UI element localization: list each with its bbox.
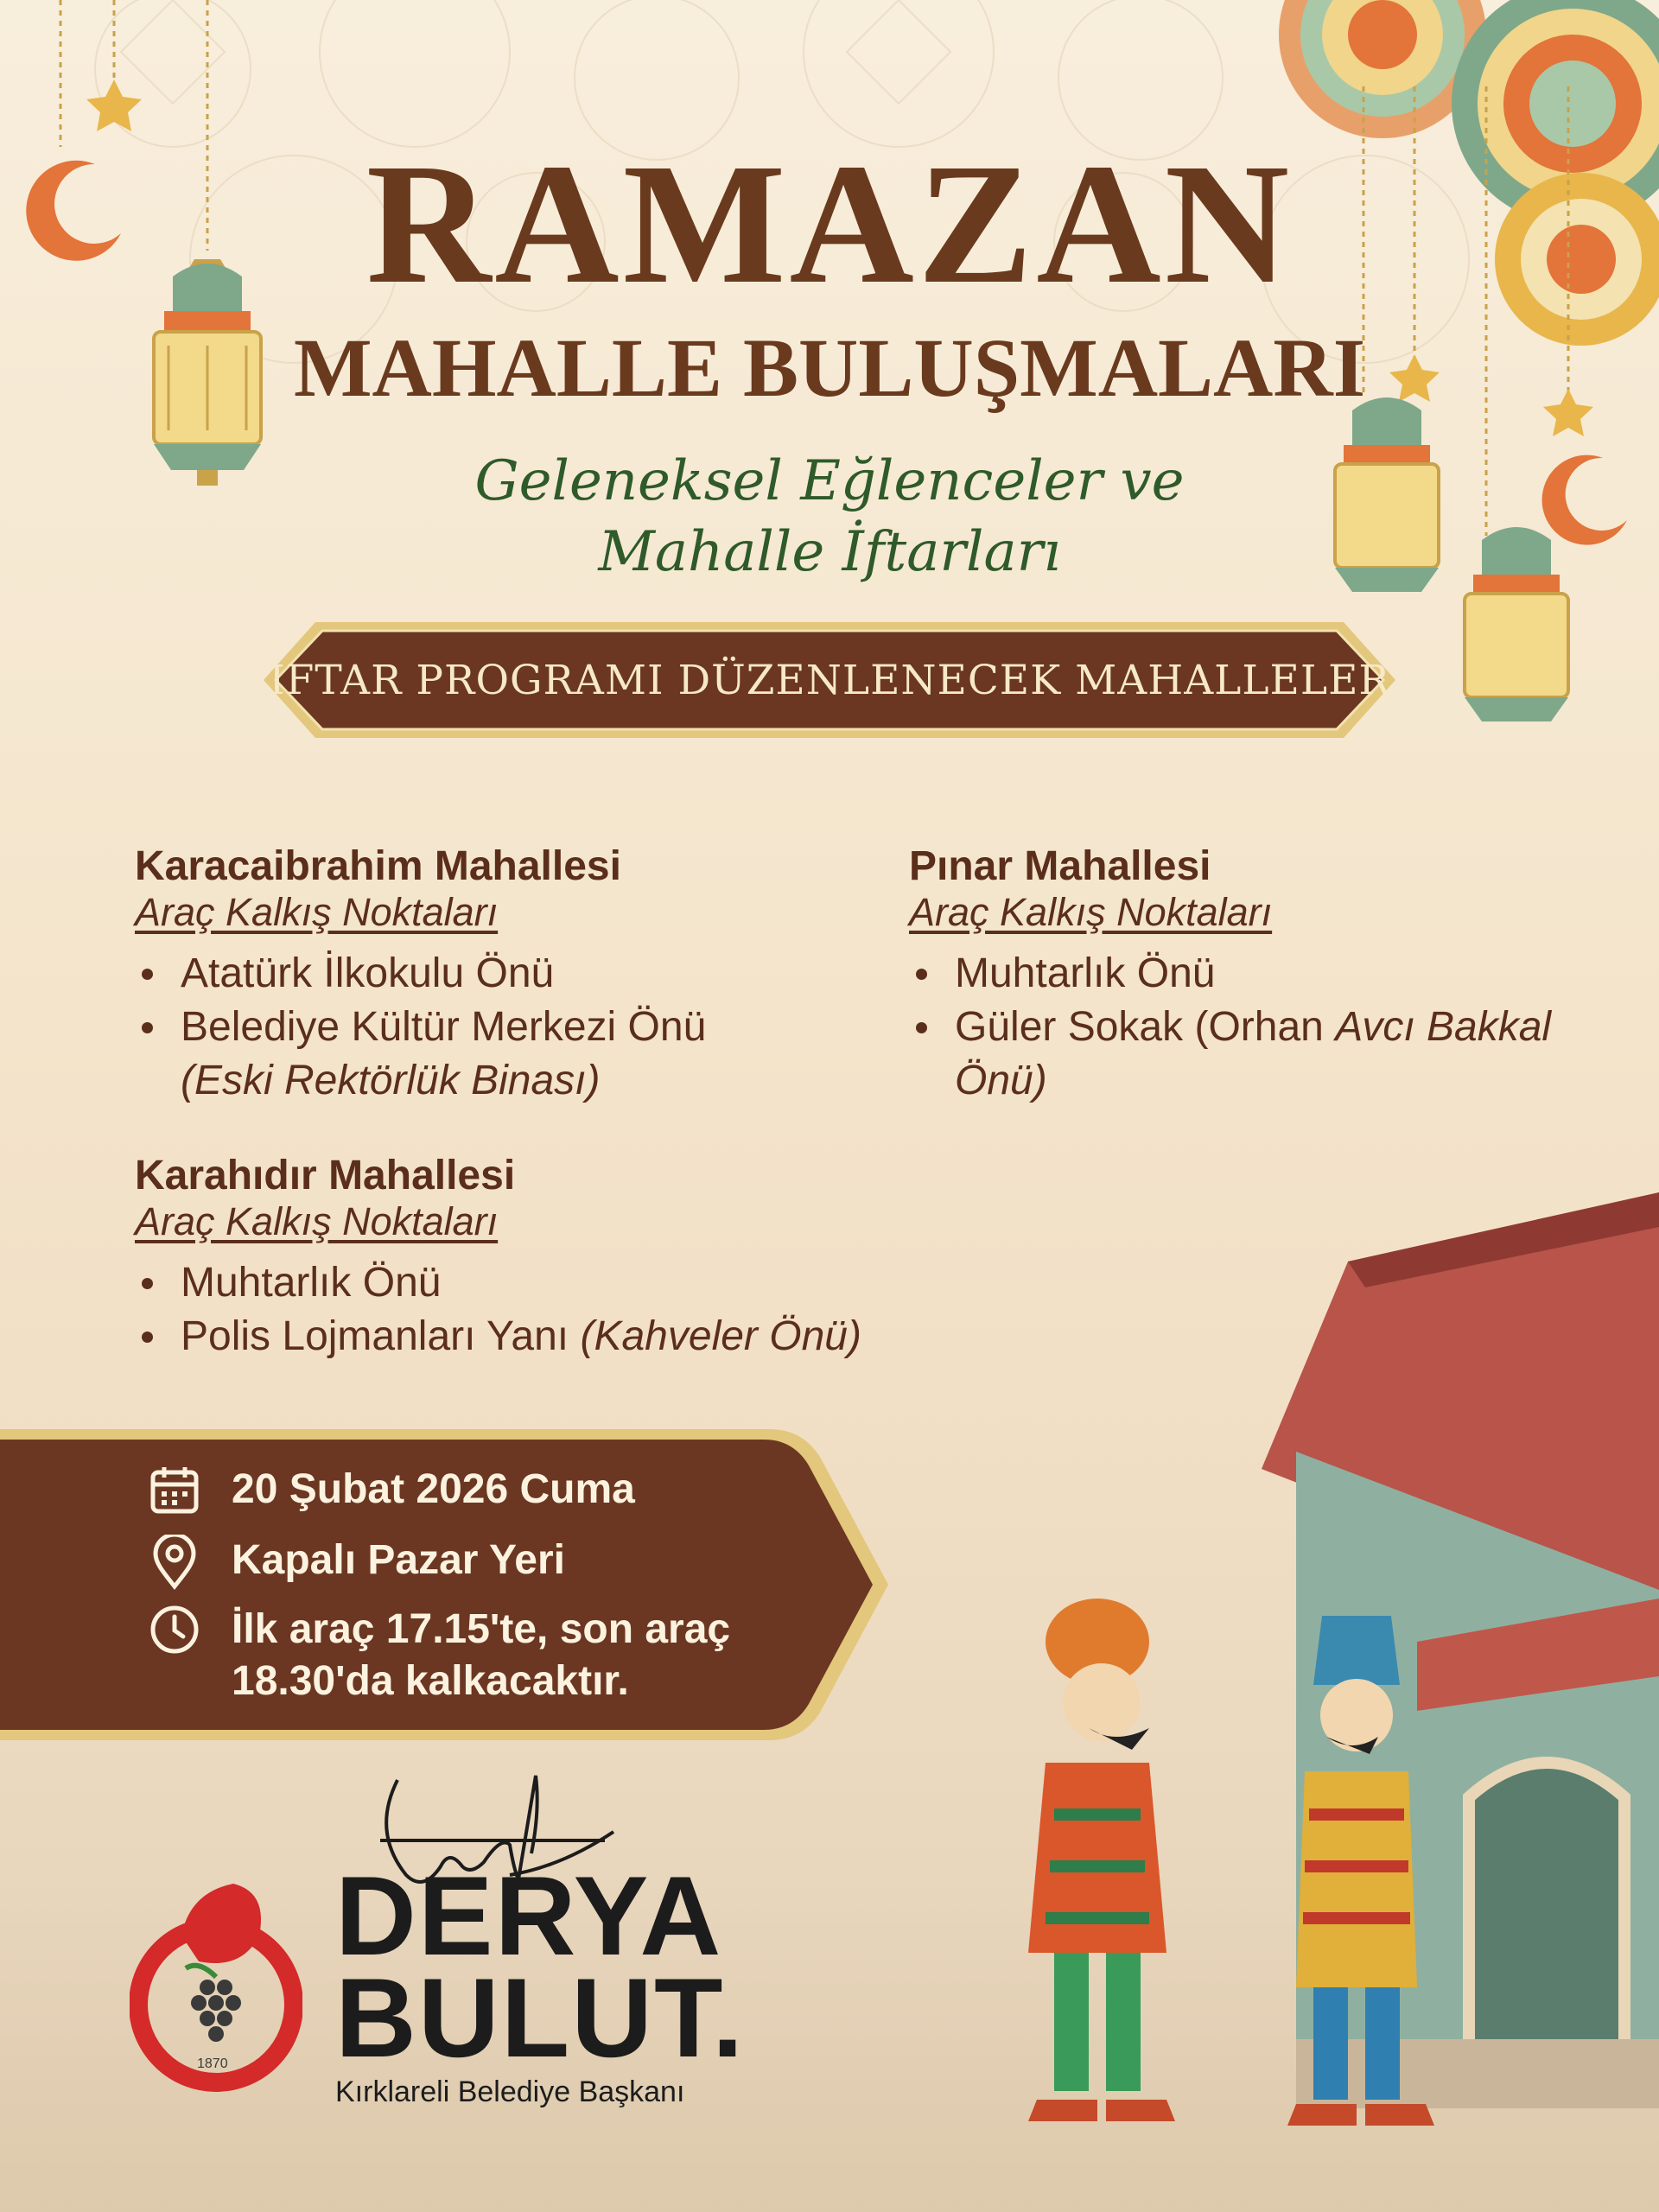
municipality-logo [130,1875,302,2100]
event-date: 20 Şubat 2026 Cuma [232,1466,635,1512]
list-item: Belediye Kültür Merkezi Önü (Eski Rektörlük Binası) [135,1001,895,1108]
event-time-line-1: İlk araç 17.15'te, son araç [232,1606,731,1652]
mayor-title: Kırklareli Belediye Başkanı [335,2075,685,2108]
neighborhood-pinar [909,842,1566,1108]
event-time-row [149,1604,730,1707]
list-item: Güler Sokak (Orhan Avcı Bakkal Önü) [909,1001,1566,1108]
departure-points-label: Araç Kalkış Noktaları [135,1199,499,1243]
location-pin-icon [149,1535,200,1590]
neighborhood-name: Karacaibrahim Mahallesi [135,843,621,889]
calendar-icon [149,1464,200,1516]
section-banner: İFTAR PROGRAMI DÜZENLENECEK MAHALLELER [269,656,1390,704]
shadow-puppet-karagoz [985,1590,1210,2143]
mayor-name-line-2: BULUT. [335,1955,746,2081]
list-item-note: Avcı Bakkal Önü) [955,1004,1552,1103]
event-time-line-2: 18.30'da kalkacaktır. [232,1658,629,1704]
departure-points-label: Araç Kalkış Noktaları [135,890,499,934]
star-icon [86,79,142,131]
event-date-row [149,1464,635,1516]
neighborhood-name: Karahıdır Mahallesi [135,1153,516,1198]
list-item: Polis Lojmanları Yanı (Kahveler Önü) [135,1310,1085,1363]
departure-points-label: Araç Kalkış Noktaları [909,890,1273,934]
page-subtitle: MAHALLE BULUŞMALARI [293,321,1366,414]
list-item: Atatürk İlkokulu Önü [135,947,895,1001]
neighborhood-karacaibrahim [135,842,895,1108]
tagline-line-2: Mahalle İftarları [598,520,1061,584]
page-title: RAMAZAN [365,129,1294,320]
shadow-puppet-hacivat [1244,1607,1469,2143]
logo-year: 1870 [197,2056,228,2071]
neighborhood-karahidir [135,1152,1085,1363]
neighborhood-name: Pınar Mahallesi [909,843,1211,889]
list-item: Muhtarlık Önü [135,1256,1085,1310]
clock-icon [149,1604,200,1656]
event-location-row [149,1535,565,1590]
list-item: Muhtarlık Önü [909,947,1566,1001]
list-item-note: (Eski Rektörlük Binası) [181,1058,601,1103]
event-location: Kapalı Pazar Yeri [232,1537,566,1583]
tagline-line-1: Geleneksel Eğlenceler ve [474,449,1185,513]
mayor-name-line-1: DERYA [335,1853,723,1979]
list-item-note: (Kahveler Önü) [580,1313,861,1359]
